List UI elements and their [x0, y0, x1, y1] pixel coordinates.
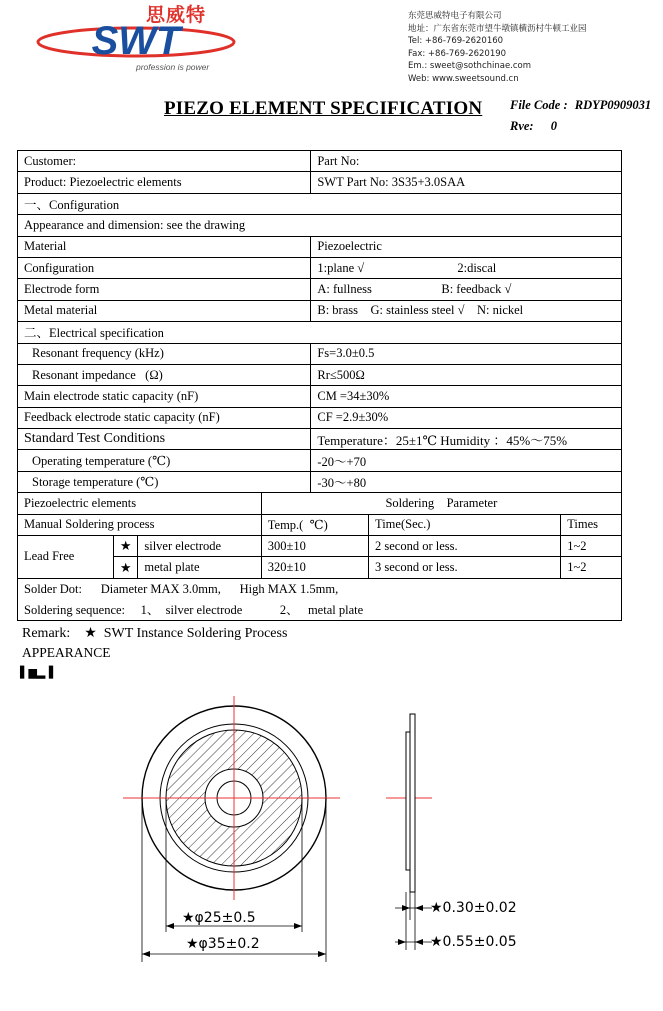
feedback-capacity-value: CF =2.9±30% — [311, 407, 622, 428]
table-row — [18, 471, 622, 492]
file-code-block — [510, 95, 651, 137]
storage-temperature-label: Storage temperature (℃) — [18, 471, 311, 492]
logo-slogan: profession is power — [136, 62, 210, 72]
table-row — [18, 407, 622, 428]
section-electrical: 二、Electrical specification — [18, 322, 622, 343]
company-info — [408, 10, 587, 85]
table-row — [18, 151, 622, 172]
table-row — [18, 193, 622, 214]
electrode-form-label: Electrode form — [18, 279, 311, 300]
logo-text: SWT — [91, 22, 181, 62]
metal-plate-section — [410, 714, 415, 892]
operating-temperature-value: -20～+70 — [311, 450, 622, 471]
table-row — [18, 429, 622, 450]
main-capacity-label: Main electrode static capacity (nF) — [18, 386, 311, 407]
company-tel: Tel: +86-769-2620160 — [408, 36, 504, 46]
soldering-sequence-cell: Soldering sequence: 1、 silver electrode 2、 metal plate — [18, 599, 622, 620]
company-logo — [36, 0, 236, 78]
side-view — [386, 714, 517, 950]
appearance-subtitle-glyphs: ▌▆▂ ▌ — [20, 666, 58, 679]
config-option-plane: 1:plane √ — [317, 260, 365, 275]
metal-material-label: Metal material — [18, 300, 311, 321]
soldering-parameter-header: Soldering Parameter — [261, 493, 621, 514]
lead-free-cell: Lead Free — [18, 536, 114, 579]
main-capacity-value: CM =34±30% — [311, 386, 622, 407]
resonant-impedance-label: Resonant impedance (Ω) — [18, 364, 311, 385]
dim-outer-diameter: ★φ35±0.2 — [186, 936, 260, 952]
solder-dot-cell: Solder Dot: Diameter MAX 3.0mm, High MAX 1.5mm, — [18, 578, 622, 599]
table-row — [18, 493, 622, 514]
standard-conditions-label: Standard Test Conditions — [18, 429, 311, 450]
column-times: Times — [561, 514, 622, 535]
company-email: Em.: sweet@sothchinae.com — [408, 61, 532, 71]
table-row — [18, 578, 622, 599]
remark-line: Remark: ★ SWT Instance Soldering Process — [22, 626, 288, 641]
file-code-value: RDYP0909031 — [574, 98, 652, 112]
configuration-label: Configuration — [18, 257, 311, 278]
customer-label: Customer: — [18, 151, 311, 172]
swt-logo-mark — [36, 22, 236, 62]
dim-plate-thickness: ★0.30±0.02 — [430, 900, 517, 916]
rev-label: Rve: — [510, 119, 534, 133]
dim-inner-diameter: ★φ25±0.5 — [182, 910, 256, 926]
resonant-impedance-value: Rr≤500Ω — [311, 364, 622, 385]
material-label: Material — [18, 236, 311, 257]
electrode-option-fullness: A: fullness — [317, 282, 372, 297]
material-value: Piezoelectric — [311, 236, 622, 257]
table-row — [18, 279, 622, 300]
company-address: 地址：广东省东莞市望牛墩镇横沥村牛顿工业园 — [408, 23, 587, 34]
table-row — [18, 172, 622, 193]
company-web: Web: www.sweetsound.cn — [408, 73, 519, 84]
electrode-form-value — [311, 279, 622, 300]
appearance-dimension-cell: Appearance and dimension: see the drawing — [18, 215, 622, 236]
metal-plate-cell: metal plate — [138, 557, 261, 578]
silver-electrode-times: 1~2 — [561, 536, 622, 557]
section-configuration: 一、Configuration — [18, 193, 622, 214]
element-drawing — [0, 680, 663, 1011]
product-cell: Product: Piezoelectric elements — [18, 172, 311, 193]
silver-electrode-temp: 300±10 — [261, 536, 368, 557]
dim-total-thickness: ★0.55±0.05 — [430, 934, 517, 950]
table-row — [18, 536, 622, 557]
front-view — [123, 696, 340, 962]
silver-electrode-cell: silver electrode — [138, 536, 261, 557]
table-row — [18, 300, 622, 321]
part-no-label: Part No: — [311, 151, 622, 172]
table-row — [18, 343, 622, 364]
metal-plate-temp: 320±10 — [261, 557, 368, 578]
column-temp: Temp.( ℃) — [261, 514, 368, 535]
feedback-capacity-label: Feedback electrode static capacity (nF) — [18, 407, 311, 428]
table-row — [18, 450, 622, 471]
table-row — [18, 364, 622, 385]
swt-part-no-cell: SWT Part No: 3S35+3.0SAA — [311, 172, 622, 193]
resonant-frequency-value: Fs=3.0±0.5 — [311, 343, 622, 364]
config-option-discal: 2:discal — [457, 260, 497, 275]
star-icon: ★ — [114, 557, 138, 578]
piezo-elements-cell: Piezoelectric elements — [18, 493, 262, 514]
resonant-frequency-label: Resonant frequency (kHz) — [18, 343, 311, 364]
storage-temperature-value: -30～+80 — [311, 471, 622, 492]
appearance-heading: APPEARANCE — [22, 645, 111, 660]
metal-plate-times: 1~2 — [561, 557, 622, 578]
column-time: Time(Sec.) — [369, 514, 561, 535]
rev-value: 0 — [550, 119, 557, 133]
table-row — [18, 514, 622, 535]
table-row — [18, 215, 622, 236]
company-name: 东莞思威特电子有限公司 — [408, 11, 502, 21]
table-row — [18, 257, 622, 278]
file-code-label: File Code : — [510, 98, 568, 112]
silver-electrode-time: 2 second or less. — [369, 536, 561, 557]
star-icon: ★ — [114, 536, 138, 557]
company-fax: Fax: +86-769-2620190 — [408, 48, 507, 59]
ceramic-section — [406, 732, 410, 870]
table-row — [18, 599, 622, 620]
document-title: PIEZO ELEMENT SPECIFICATION — [164, 98, 483, 119]
electrode-option-feedback: B: feedback √ — [441, 282, 512, 297]
table-row — [18, 386, 622, 407]
operating-temperature-label: Operating temperature (℃) — [18, 450, 311, 471]
table-row — [18, 322, 622, 343]
configuration-value — [311, 257, 622, 278]
metal-material-value: B: brass G: stainless steel √ N: nickel — [311, 300, 622, 321]
table-row — [18, 236, 622, 257]
logo-chinese-name: 思威特 — [146, 4, 207, 26]
metal-plate-time: 3 second or less. — [369, 557, 561, 578]
manual-soldering-cell: Manual Soldering process — [18, 514, 262, 535]
specification-table — [17, 150, 622, 621]
standard-conditions-value: Temperature：25±1℃ Humidity ：45%～75% — [311, 429, 622, 450]
